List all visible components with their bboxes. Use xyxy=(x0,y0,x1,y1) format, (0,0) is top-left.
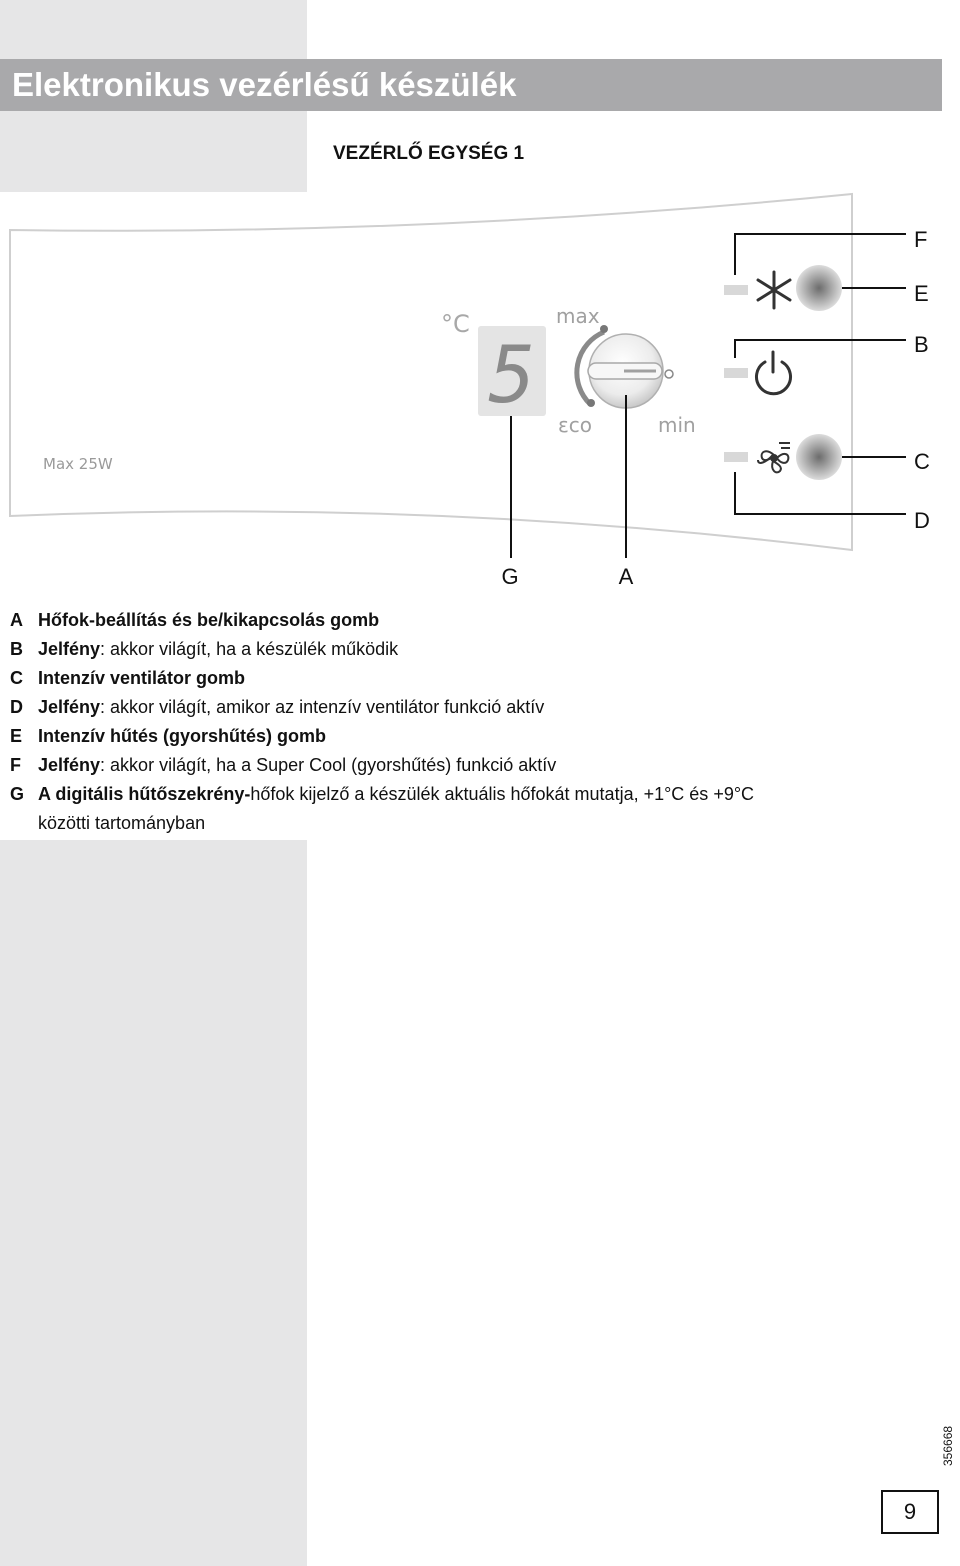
legend-item-e xyxy=(10,724,940,753)
dial-eco-dot xyxy=(587,399,595,407)
callout-b: B xyxy=(914,332,929,357)
legend xyxy=(10,608,940,837)
legend-letter: A xyxy=(10,610,23,630)
control-panel-diagram xyxy=(0,190,960,590)
legend-bold: A digitális hűtőszekrény- xyxy=(38,784,251,804)
intensive-fan-button[interactable] xyxy=(796,434,842,480)
title-bar xyxy=(0,59,942,111)
legend-item-d xyxy=(10,695,940,724)
page-number-text: 9 xyxy=(903,1499,917,1524)
legend-item-c xyxy=(10,666,940,695)
document-code: 356668 xyxy=(941,1425,955,1466)
legend-item-f xyxy=(10,753,940,782)
supercool-indicator-light xyxy=(724,285,748,295)
legend-letter: F xyxy=(10,755,21,775)
legend-letter: E xyxy=(10,726,23,746)
legend-bold: Intenzív hűtés (gyorshűtés) gomb xyxy=(38,726,327,746)
legend-bold: Jelfény xyxy=(38,697,101,717)
callout-e: E xyxy=(914,281,929,306)
legend-rest: : akkor világít, amikor az intenzív ventilátor funkció aktív xyxy=(100,697,545,717)
callout-a: A xyxy=(618,564,634,589)
legend-bold: Jelfény xyxy=(38,639,101,659)
legend-rest: : akkor világít, ha a készülék működik xyxy=(100,639,399,659)
callout-g: G xyxy=(501,564,519,589)
legend-bold: Intenzív ventilátor gomb xyxy=(38,668,246,688)
legend-item-g-continuation: közötti tartományban xyxy=(38,813,206,833)
unit-label: °C xyxy=(441,310,470,338)
section-subtitle: VEZÉRLŐ EGYSÉG 1 xyxy=(333,143,525,164)
legend-bold: Hőfok-beállítás és be/kikapcsolás gomb xyxy=(38,610,380,630)
page-title: Elektronikus vezérlésű készülék xyxy=(12,66,517,103)
max-power-label: Max 25W xyxy=(43,455,113,473)
legend-letter: B xyxy=(10,639,23,659)
dial-min-label: min xyxy=(658,413,696,437)
side-band-bottom xyxy=(0,840,307,1566)
dial-eco-label: εco xyxy=(558,413,593,437)
legend-item-b xyxy=(10,637,940,666)
dial-max-label: max xyxy=(556,304,600,328)
legend-bold: Jelfény xyxy=(38,755,101,775)
fan-indicator-light xyxy=(724,452,748,462)
callout-c: C xyxy=(914,449,930,474)
legend-letter: D xyxy=(10,697,23,717)
callout-f: F xyxy=(914,227,928,252)
legend-item-a xyxy=(10,608,940,637)
legend-letter: C xyxy=(10,668,23,688)
legend-rest: hőfok kijelző a készülék aktuális hőfokát mutatja, +1°C és +9°C xyxy=(250,784,755,804)
legend-letter: G xyxy=(10,784,25,804)
power-indicator-light xyxy=(724,368,748,378)
callout-d: D xyxy=(914,508,930,533)
display-digit: 5 xyxy=(488,331,536,421)
legend-rest: : akkor világít, ha a Super Cool (gyorshűtés) funkció aktív xyxy=(100,755,557,775)
supercool-button[interactable] xyxy=(796,265,842,311)
page-number xyxy=(881,1490,939,1534)
legend-item-g xyxy=(10,782,940,811)
dial-max-dot xyxy=(600,325,608,333)
